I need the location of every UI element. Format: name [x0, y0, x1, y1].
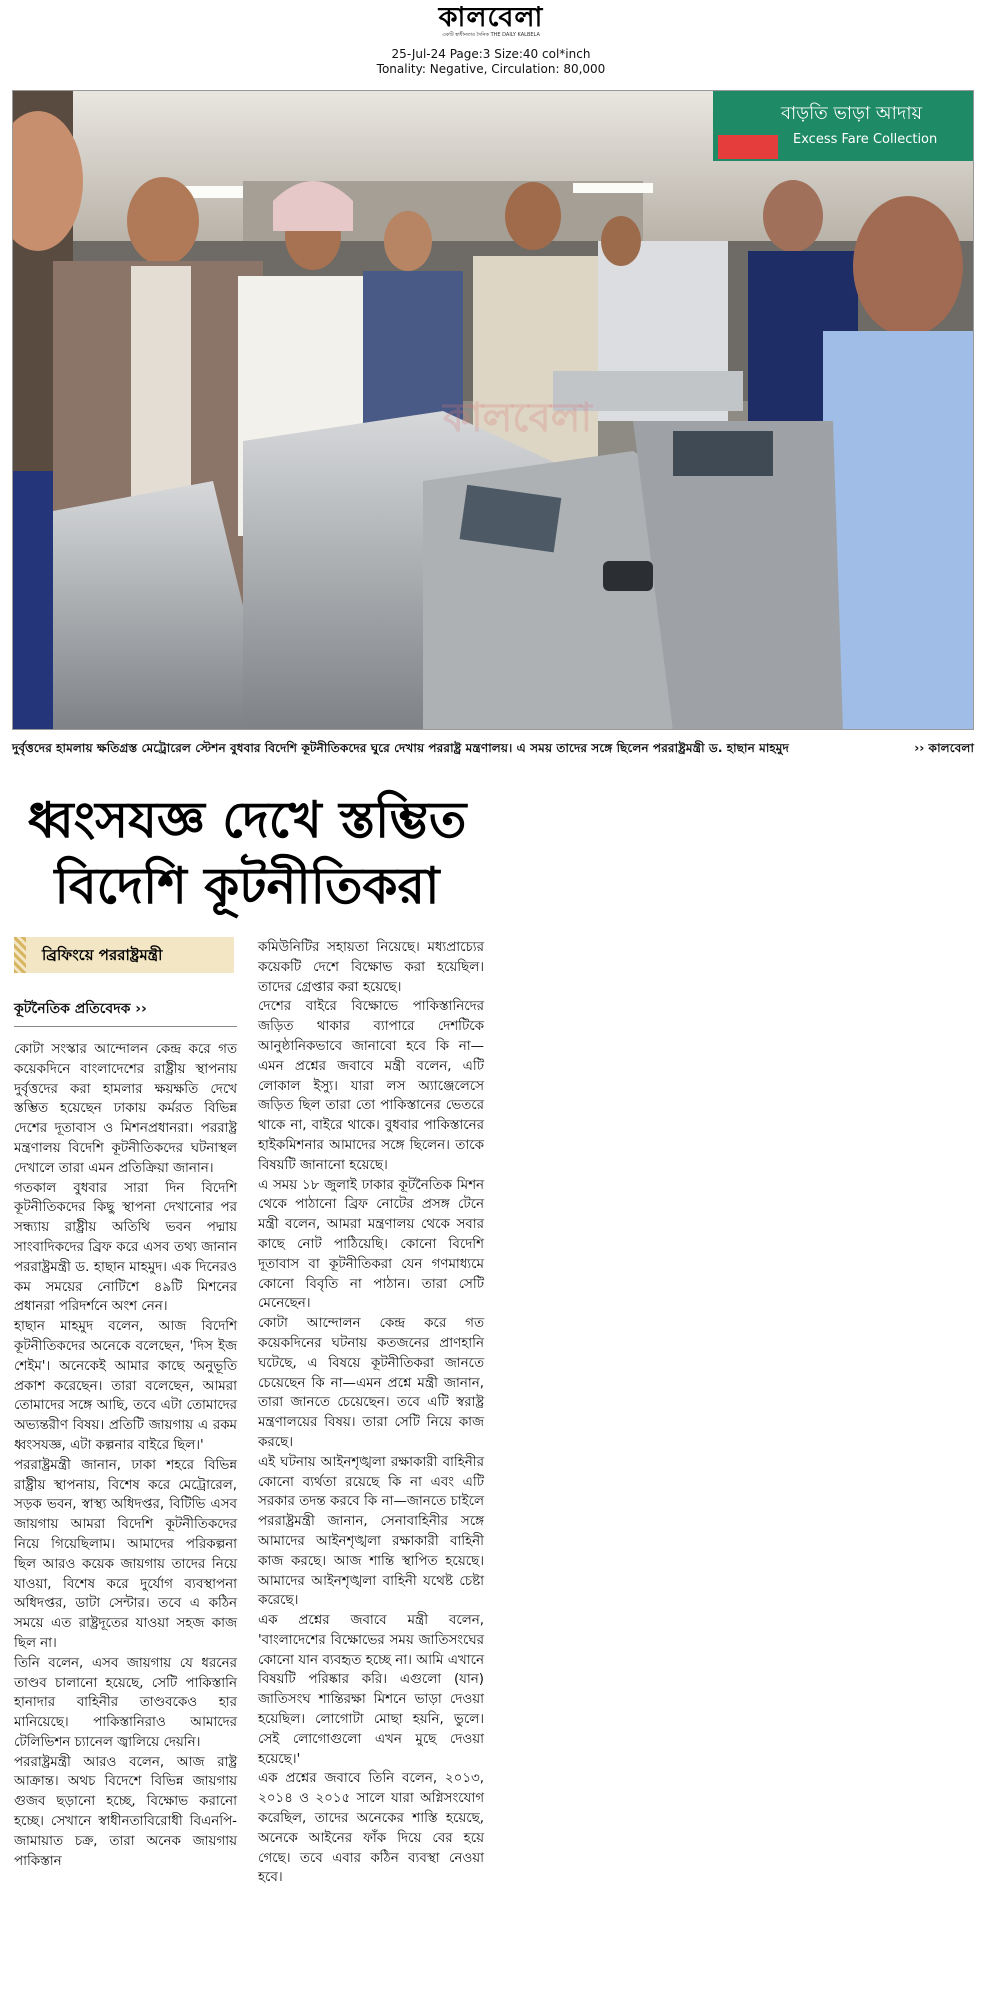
- paragraph: হাছান মাহমুদ বলেন, আজ বিদেশি কূটনীতিকদের অনেকে বলেছেন, 'দিস ইজ শেইম'। অনেকেই আমার কাছে অনুভূতি প্রকাশ করেছেন। তারা বলেছেন, আমরা তোমাদের সঙ্গে আছি, তবে এটা তোমাদের অভ্যন্তরীণ বিষয়। প্রতিটি জায়গায় এ রকম ধ্বংসযজ্ঞ, এটা কল্পনার বাইরে ছিল।': [14, 1319, 237, 1453]
- paragraph: পররাষ্ট্রমন্ত্রী জানান, ঢাকা শহরে বিভিন্ন রাষ্ট্রীয় স্থাপনায়, বিশেষ করে মেট্রোরেল, সড়ক ভবন, স্বাস্থ্য অধিদপ্তর, বিটিভি এসব জায়গায় আমরা বিদেশি কূটনীতিকদের নিয়ে গিয়েছিলাম। আমাদের পরিকল্পনা ছিল আরও কয়েক জায়গায় তাদের নিয়ে যাওয়া, বিশেষ করে দুর্যোগ ব্যবস্থাপনা অধিদপ্তর, ডাটা সেন্টার। তবে এ কঠিন সময়ে এত রাষ্ট্রদূতের যাওয়া সহজ কাজ ছিল না।: [14, 1457, 237, 1651]
- photo-credit: ›› কালবেলা: [914, 741, 974, 755]
- excess-fare-sign: [713, 91, 974, 161]
- kicker-pattern: [14, 937, 26, 973]
- sign-english-text: Excess Fare Collection: [793, 132, 938, 147]
- headline-line1: ধ্বংসযজ্ঞ দেখে স্তম্ভিত: [27, 790, 467, 849]
- sign-bangla-text: বাড়তি ভাড়া আদায়: [781, 103, 923, 124]
- logo-subtitle: একটি স্বাধীনতার দৈনিক THE DAILY KALBELA: [442, 32, 540, 38]
- logo-text: কালবেলা: [438, 2, 544, 33]
- metro-station-photo: [13, 91, 974, 730]
- newspaper-logo: [420, 4, 562, 40]
- caption-text: দুর্বৃত্তদের হামলায় ক্ষতিগ্রস্ত মেট্রোরেল স্টেশন বুধবার বিদেশি কূটনীতিকদের ঘুরে দেখায় পররাষ্ট্র মন্ত্রণালয়। এ সময় তাদের সঙ্গে ছিলেন পররাষ্ট্রমন্ত্রী ড. হাছান মাহমুদ: [12, 741, 789, 755]
- clipping-meta-line1: 25-Jul-24 Page:3 Size:40 col*inch: [391, 47, 591, 61]
- paragraph: কোটা সংস্কার আন্দোলন কেন্দ্র করে গত কয়েকদিনে বাংলাদেশের রাষ্ট্রীয় স্থাপনায় দুর্বৃত্তদের করা হামলার ক্ষয়ক্ষতি দেখে স্তম্ভিত হয়েছেন ঢাকায় কর্মরত বিভিন্ন দেশের দূতাবাস ও মিশনপ্রধানরা। পররাষ্ট্র মন্ত্রণালয় বিদেশি কূটনীতিকদের ঘটনাস্থল দেখালে তারা এমন প্রতিক্রিয়া জানান।: [14, 1042, 237, 1176]
- masthead: [0, 0, 982, 85]
- kicker-text: ব্রিফিংয়ে পররাষ্ট্রমন্ত্রী: [42, 946, 163, 964]
- paragraph: কোটা আন্দোলন কেন্দ্র করে গত কয়েকদিনের ঘটনায় কতজনের প্রাণহানি ঘটেছে, এ বিষয়ে কূটনীতিকরা জানতে চেয়েছেন কি না—এমন প্রশ্নে মন্ত্রী জানান, তারা জানতে চেয়েছেন। তবে এটি স্বরাষ্ট্র মন্ত্রণালয়ের বিষয়। তারা সেটি নিয়ে কাজ করছে।: [258, 1316, 484, 1450]
- paragraph: গতকাল বুধবার সারা দিন বিদেশি কূটনীতিকদের কিছু স্থাপনা দেখানোর পর সন্ধ্যায় রাষ্ট্রীয় অতিথি ভবন পদ্মায় সাংবাদিকদের ব্রিফ করে এসব তথ্য জানান পররাষ্ট্রমন্ত্রী ড. হাছান মাহমুদ। এক দিনেরও কম সময়ের নোটিশে ৪৯টি মিশনের প্রধানরা পরিদর্শনে অংশ নেন।: [14, 1180, 237, 1315]
- clipping-meta-line2: Tonality: Negative, Circulation: 80,000: [376, 62, 606, 76]
- paragraph: কমিউনিটির সহায়তা নিয়েছে। মধ্যপ্রাচ্যের কয়েকটি দেশে বিক্ষোভ করা হয়েছিল। তাদের গ্রেপ্তার করা হয়েছে।: [258, 940, 484, 995]
- byline-divider: [14, 1026, 237, 1027]
- article-column-1: [14, 1040, 237, 1871]
- kicker-box: [14, 937, 234, 973]
- paragraph: এই ঘটনায় আইনশৃঙ্খলা রক্ষাকারী বাহিনীর কোনো ব্যর্থতা রয়েছে কি না এবং এটি সরকার তদন্ত করবে কি না—জানতে চাইলে পররাষ্ট্রমন্ত্রী জানান, সেনাবাহিনীর সঙ্গে আমাদের আইনশৃঙ্খলা রক্ষাকারী বাহিনী কাজ করছে। আজ শান্তি স্থাপিত হয়েছে। আমাদের আইনশৃঙ্খলা বাহিনী যথেষ্ট চেষ্টা করেছে।: [258, 1454, 484, 1609]
- article-column-2: [258, 938, 484, 1888]
- byline: কূটনৈতিক প্রতিবেদক ››: [14, 1001, 147, 1017]
- paragraph: দেশের বাইরে বিক্ষোভে পাকিস্তানিদের জড়িত থাকার ব্যাপারে দেশটিকে আনুষ্ঠানিকভাবে জানাবো হবে কি না—এমন প্রশ্নের জবাবে মন্ত্রী বলেন, এটি লোকাল ইস্যু। যারা লস অ্যাঞ্জেলেসে জড়িত ছিল তারা তো পাকিস্তানের ভেতরে থাকে না, বাইরে থাকে। বুধবার পাকিস্তানের হাইকমিশনার আমাদের সঙ্গে ছিলেন। তাকে বিষয়টি জানানো হয়েছে।: [258, 999, 484, 1173]
- headline-line2: বিদেশি কূটনীতিকরা: [54, 856, 440, 915]
- paragraph: এ সময় ১৮ জুলাই ঢাকার কূটনৈতিক মিশন থেকে পাঠানো ব্রিফ নোটের প্রসঙ্গ টেনে মন্ত্রী বলেন, আমরা মন্ত্রণালয় থেকে সবার কাছে নোট পাঠিয়েছি। কোনো বিদেশি দূতাবাস বা কূটনীতিকরা যেন গণমাধ্যমে কোনো বিবৃতি না পাঠান। তারা সেটি মেনেছেন।: [258, 1177, 484, 1312]
- paragraph: পররাষ্ট্রমন্ত্রী আরও বলেন, আজ রাষ্ট্র আক্রান্ত। অথচ বিদেশে বিভিন্ন জায়গায় গুজব ছড়ানো হচ্ছে, বিক্ষোভ করানো হচ্ছে। সেখানে স্বাধীনতাবিরোধী বিএনপি-জামায়াত চক্র, তারা অনেক জায়গায় পাকিস্তান: [14, 1754, 237, 1869]
- paragraph: তিনি বলেন, এসব জায়গায় যে ধরনের তাণ্ডব চালানো হয়েছে, সেটি পাকিস্তানি হানাদার বাহিনীর তাণ্ডবকেও হার মানিয়েছে। পাকিস্তানিরাও আমাদের টেলিভিশন চ্যানেল জ্বালিয়ে দেয়নি।: [14, 1655, 237, 1750]
- photo-watermark: কালবেলা: [443, 394, 593, 441]
- news-photo: [12, 90, 974, 730]
- photo-caption: [12, 741, 974, 756]
- paragraph: এক প্রশ্নের জবাবে তিনি বলেন, ২০১৩, ২০১৪ ও ২০১৫ সালে যারা অগ্নিসংযোগ করেছিল, তাদের অনেকের শাস্তি হয়েছে, অনেকে আইনের ফাঁক দিয়ে বের হয়ে গেছে। তবে এবার কঠিন ব্যবস্থা নেওয়া হবে।: [258, 1771, 484, 1886]
- paragraph: এক প্রশ্নের জবাবে মন্ত্রী বলেন, 'বাংলাদেশের বিক্ষোভের সময় জাতিসংঘের কোনো যান ব্যবহৃত হচ্ছে না। আমি এখানে বিষয়টি পরিষ্কার করি। এগুলো (যান) জাতিসংঘ শান্তিরক্ষা মিশনে ভাড়া দেওয়া হয়েছিল। লোগোটা মোছা হয়নি, ভুলে। সেই লোগোগুলো এখন মুছে দেওয়া হয়েছে।': [258, 1613, 484, 1767]
